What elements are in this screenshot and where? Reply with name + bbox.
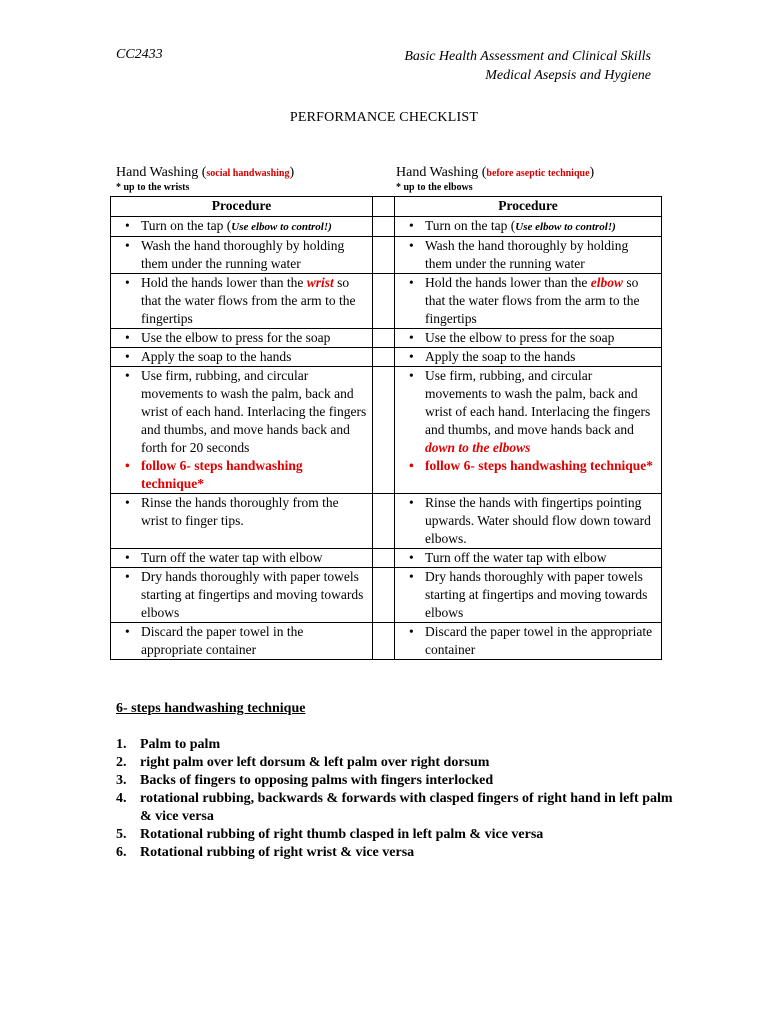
bullet-icon: • (409, 569, 414, 584)
bullet-icon: • (125, 624, 130, 639)
right-step-6 (395, 367, 662, 494)
column-gap (373, 329, 395, 348)
step-text: Wash the hand thoroughly by holding them under the running water (141, 238, 345, 271)
step-text: Dry hands thoroughly with paper towels starting at fingertips and moving towards elbows (425, 569, 648, 620)
right-step-8 (395, 549, 662, 568)
right-step-5 (395, 348, 662, 367)
step-text: Hold the hands lower than the (425, 275, 591, 290)
step-text: Rotational rubbing of right thumb clasped in left palm & vice versa (140, 827, 544, 842)
bullet-icon: • (409, 368, 414, 383)
page-title: PERFORMANCE CHECKLIST (289, 110, 479, 125)
step-text: Wash the hand thoroughly by holding them under the running water (425, 238, 629, 271)
technique-reference: follow 6- steps handwashing technique* (141, 458, 303, 491)
step-number: 5. (116, 827, 127, 842)
right-step-10 (395, 623, 662, 660)
step-text: Use the elbow to press for the soap (425, 330, 615, 345)
left-heading-close: ) (289, 165, 295, 180)
bullet-icon: • (409, 349, 414, 364)
column-gap (373, 197, 395, 217)
right-step-7 (395, 494, 662, 549)
table-row (111, 348, 662, 367)
table-row (111, 623, 662, 660)
bullet-icon: • (125, 495, 130, 510)
left-heading-sub: social handwashing (206, 168, 290, 179)
course-code: CC2433 (116, 47, 163, 62)
table-row (111, 237, 662, 274)
column-gap (373, 568, 395, 623)
step-text: Turn off the water tap with elbow (425, 550, 607, 565)
list-item (116, 826, 676, 844)
checklist-table (110, 196, 662, 660)
step-text: Dry hands thoroughly with paper towels starting at fingertips and moving towards elbows (141, 569, 364, 620)
column-gap (373, 549, 395, 568)
step-number: 6. (116, 845, 127, 860)
bullet-icon: • (409, 238, 414, 253)
right-procedure-header: Procedure (395, 197, 662, 217)
step-number: 3. (116, 773, 127, 788)
step-text: Turn off the water tap with elbow (141, 550, 323, 565)
bullet-icon: • (125, 349, 130, 364)
technique-steps (116, 736, 676, 862)
step-emphasis: wrist (306, 275, 334, 290)
table-row (111, 549, 662, 568)
column-gap (373, 348, 395, 367)
right-heading-text: Hand Washing ( (396, 165, 487, 180)
bullet-icon: • (125, 550, 130, 565)
bullet-icon: • (409, 218, 414, 233)
step-text: Apply the soap to the hands (425, 349, 576, 364)
table-row (111, 367, 662, 494)
step-number: 1. (116, 737, 127, 752)
bullet-icon: • (409, 550, 414, 565)
bullet-icon: • (409, 275, 414, 290)
column-gap (373, 274, 395, 329)
step-text: Use firm, rubbing, and circular movements to wash the palm, back and wrist of each hand. Interlacing the fingers and thumbs, and move hands back and (425, 368, 651, 437)
table-row (111, 274, 662, 329)
left-step-8 (111, 549, 373, 568)
step-text: Apply the soap to the hands (141, 349, 292, 364)
left-step-9 (111, 568, 373, 623)
bullet-icon: • (125, 458, 130, 473)
bullet-icon: • (125, 368, 130, 383)
right-column-note: * up to the elbows (396, 182, 473, 193)
column-gap (373, 494, 395, 549)
list-item (116, 844, 676, 862)
list-item (116, 772, 676, 790)
right-step-3 (395, 274, 662, 329)
right-heading-close: ) (589, 165, 595, 180)
table-header-row (111, 197, 662, 217)
left-step-6 (111, 367, 373, 494)
bullet-icon: • (125, 275, 130, 290)
step-text: Rotational rubbing of right wrist & vice versa (140, 845, 415, 860)
course-title: Basic Health Assessment and Clinical Skills (404, 49, 651, 64)
table-row (111, 568, 662, 623)
step-emphasis: Use elbow to control!) (515, 221, 616, 233)
step-text: right palm over left dorsum & left palm over right dorsum (140, 755, 490, 770)
right-step-2 (395, 237, 662, 274)
right-heading-sub: before aseptic technique (486, 168, 590, 179)
step-text: Hold the hands lower than the (141, 275, 307, 290)
right-column-heading (396, 164, 594, 194)
step-text: so that the water flows from the arm to the fingertips (425, 275, 640, 326)
left-step-10 (111, 623, 373, 660)
bullet-icon: • (125, 238, 130, 253)
list-item (116, 790, 676, 826)
step-text: so that the water flows from the arm to the fingertips (141, 275, 356, 326)
step-text: Discard the paper towel in the appropriate container (141, 624, 304, 657)
left-step-1 (111, 217, 373, 237)
step-text: Turn on the tap ( (425, 218, 516, 233)
course-topic: Medical Asepsis and Hygiene (485, 68, 651, 83)
left-heading-text: Hand Washing ( (116, 165, 207, 180)
step-text: Turn on the tap ( (141, 218, 232, 233)
step-text: Use firm, rubbing, and circular movements to wash the palm, back and wrist of each hand. Interlacing the fingers and thumbs, and move hands back and forth for 20 seconds (141, 368, 367, 455)
technique-reference: follow 6- steps handwashing technique* (425, 458, 654, 473)
bullet-icon: • (409, 330, 414, 345)
column-gap (373, 237, 395, 274)
bullet-icon: • (125, 218, 130, 233)
right-step-4 (395, 329, 662, 348)
step-text: Use the elbow to press for the soap (141, 330, 331, 345)
left-column-heading (116, 164, 294, 194)
step-number: 4. (116, 791, 127, 806)
step-text: Rinse the hands with fingertips pointing upwards. Water should flow down toward elbows. (425, 495, 651, 546)
column-gap (373, 367, 395, 494)
step-emphasis: Use elbow to control!) (231, 221, 332, 233)
step-text: Backs of fingers to opposing palms with fingers interlocked (140, 773, 494, 788)
step-number: 2. (116, 755, 127, 770)
step-text: Rinse the hands thoroughly from the wrist to finger tips. (141, 495, 339, 528)
technique-title: 6- steps handwashing technique (116, 701, 306, 716)
left-step-7 (111, 494, 373, 549)
bullet-icon: • (409, 458, 414, 473)
left-step-5 (111, 348, 373, 367)
column-gap (373, 217, 395, 237)
table-row (111, 217, 662, 237)
column-gap (373, 623, 395, 660)
bullet-icon: • (409, 495, 414, 510)
list-item (116, 754, 676, 772)
right-step-9 (395, 568, 662, 623)
step-emphasis: elbow (590, 275, 623, 290)
step-emphasis: down to the elbows (425, 440, 531, 455)
left-step-3 (111, 274, 373, 329)
list-item (116, 736, 676, 754)
step-text: Discard the paper towel in the appropriate container (425, 624, 653, 657)
step-text: rotational rubbing, backwards & forwards with clasped fingers of right hand in left palm & vice versa (140, 791, 673, 824)
course-info (404, 47, 651, 85)
right-step-1 (395, 217, 662, 237)
left-column-note: * up to the wrists (116, 182, 190, 193)
bullet-icon: • (125, 330, 130, 345)
left-step-2 (111, 237, 373, 274)
table-row (111, 329, 662, 348)
left-step-4 (111, 329, 373, 348)
step-text: Palm to palm (140, 737, 221, 752)
bullet-icon: • (125, 569, 130, 584)
table-row (111, 494, 662, 549)
bullet-icon: • (409, 624, 414, 639)
left-procedure-header: Procedure (111, 197, 373, 217)
